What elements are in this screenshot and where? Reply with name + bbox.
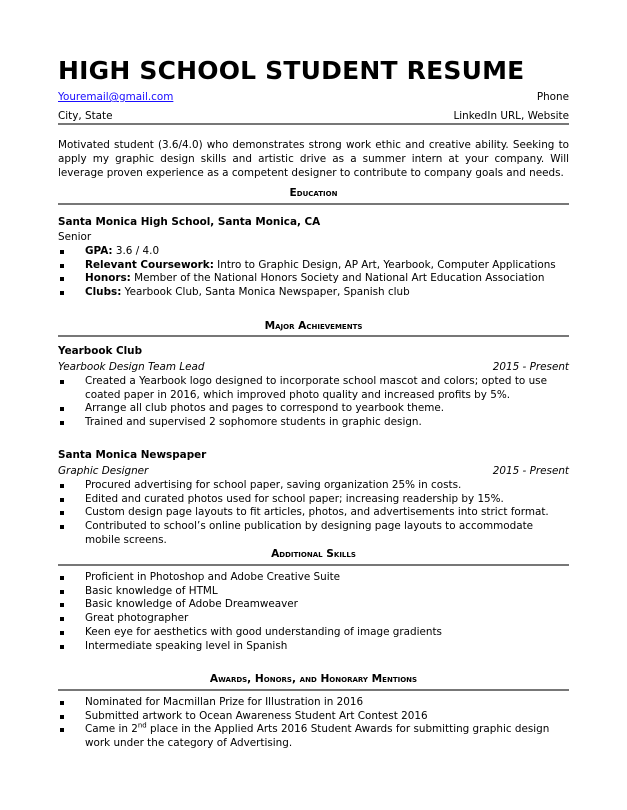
bullet-icon — [60, 631, 64, 635]
list-item: Contributed to school’s online publication by designing page layouts to accommodate mobile screens. — [58, 520, 569, 547]
contact-row-1 — [58, 91, 569, 103]
education-section — [58, 215, 569, 300]
school-name: Santa Monica High School, Santa Monica, CA — [58, 216, 321, 228]
list-item: Came in 2nd place in the Applied Arts 2016 Student Awards for submitting graphic design work under the category of Advertising. — [58, 723, 569, 750]
list-item: Edited and curated photos used for school paper; increasing readership by 15%. — [58, 493, 569, 507]
dates: 2015 - Present — [492, 361, 569, 373]
divider — [58, 335, 569, 337]
dates: 2015 - Present — [492, 465, 569, 477]
achievement-list — [58, 375, 569, 430]
skills-section — [58, 571, 569, 653]
bullet-icon — [60, 511, 64, 515]
education-list — [58, 245, 569, 300]
awards-list — [58, 696, 569, 723]
summary: Motivated student (3.6/4.0) who demonstrates strong work ethic and creative ability. Seeking to apply my graphic design skills and artistic drive as a summer intern at your company. Will leverage proven experience as a competent designer to contribute to company goals and needs. — [58, 139, 569, 179]
bullet-icon — [60, 701, 64, 705]
divider — [58, 123, 569, 125]
list-item: Procured advertising for school paper, saving organization 25% in costs. — [58, 479, 569, 493]
achievement-entry — [58, 344, 569, 430]
achievement-entry — [58, 448, 569, 548]
location: City, State — [58, 110, 113, 122]
list-item: Proficient in Photoshop and Adobe Creative Suite — [58, 571, 569, 585]
awards-section — [58, 696, 569, 751]
list-item: Created a Yearbook logo designed to incorporate school mascot and colors; opted to use coated paper in 2016, which improved photo quality and increased profits by 5%. — [58, 375, 569, 402]
list-item: GPA: 3.6 / 4.0 — [58, 245, 569, 259]
bullet-icon — [60, 525, 64, 529]
bullet-icon — [60, 291, 64, 295]
list-item: Basic knowledge of Adobe Dreamweaver — [58, 598, 569, 612]
bullet-icon — [60, 590, 64, 594]
role-title: Graphic Designer — [58, 465, 149, 477]
achievements-heading: Major Achievements — [264, 320, 363, 332]
bullet-icon — [60, 715, 64, 719]
list-item: Arrange all club photos and pages to correspond to yearbook theme. — [58, 402, 569, 416]
list-item: Relevant Coursework: Intro to Graphic Design, AP Art, Yearbook, Computer Applications — [58, 259, 569, 273]
phone: Phone — [536, 91, 569, 103]
links: LinkedIn URL, Website — [453, 110, 569, 122]
list-item: Nominated for Macmillan Prize for Illustration in 2016 — [58, 696, 569, 710]
divider — [58, 564, 569, 566]
bullet-icon — [60, 576, 64, 580]
list-item: Keen eye for aesthetics with good understanding of image gradients — [58, 626, 569, 640]
bullet-icon — [60, 498, 64, 502]
grade: Senior — [58, 231, 92, 243]
list-item: Honors: Member of the National Honors Society and National Art Education Association — [58, 272, 569, 286]
page-title: HIGH SCHOOL STUDENT RESUME — [58, 56, 525, 85]
list-item: Great photographer — [58, 612, 569, 626]
list-item: Basic knowledge of HTML — [58, 585, 569, 599]
achievement-list — [58, 479, 569, 548]
bullet-icon — [60, 407, 64, 411]
skills-heading: Additional Skills — [271, 548, 356, 560]
list-item: Submitted artwork to Ocean Awareness Student Art Contest 2016 — [58, 710, 569, 724]
org-name: Santa Monica Newspaper — [58, 449, 207, 461]
list-item: Intermediate speaking level in Spanish — [58, 640, 569, 654]
divider — [58, 203, 569, 205]
divider — [58, 689, 569, 691]
bullet-icon — [60, 728, 64, 732]
bullet-icon — [60, 484, 64, 488]
bullet-icon — [60, 380, 64, 384]
bullet-icon — [60, 250, 64, 254]
list-item: Trained and supervised 2 sophomore students in graphic design. — [58, 416, 569, 430]
org-name: Yearbook Club — [58, 345, 143, 357]
role-row — [58, 463, 569, 479]
bullet-icon — [60, 645, 64, 649]
role-title: Yearbook Design Team Lead — [58, 361, 205, 373]
email-link[interactable]: Youremail@gmail.com — [58, 91, 174, 103]
education-heading: Education — [289, 187, 338, 199]
bullet-icon — [60, 421, 64, 425]
contact-row-2 — [58, 110, 569, 122]
list-item: Clubs: Yearbook Club, Santa Monica Newspaper, Spanish club — [58, 286, 569, 300]
awards-heading: Awards, Honors, and Honorary Mentions — [209, 673, 418, 685]
list-item: Custom design page layouts to fit articles, photos, and advertisements into strict format. — [58, 506, 569, 520]
skills-list — [58, 571, 569, 653]
bullet-icon — [60, 617, 64, 621]
role-row — [58, 359, 569, 375]
bullet-icon — [60, 264, 64, 268]
bullet-icon — [60, 277, 64, 281]
bullet-icon — [60, 603, 64, 607]
